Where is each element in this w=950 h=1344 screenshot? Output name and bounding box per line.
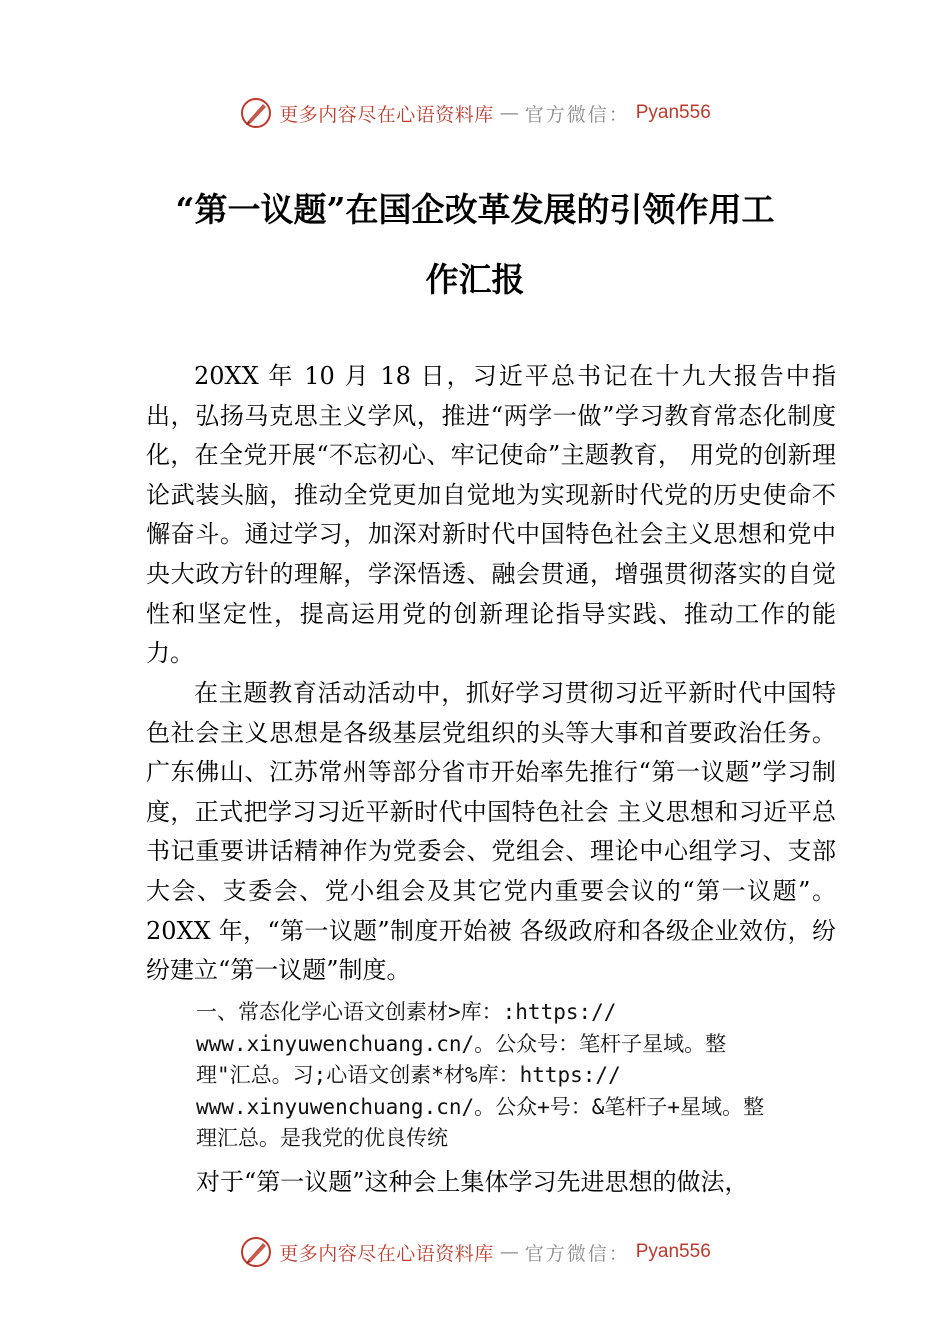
heading-line: 理汇总。是我党的优良传统 (196, 1126, 448, 1151)
section-heading-block (196, 997, 836, 1155)
document-title-line2: 作汇报 (425, 260, 525, 299)
watermark-site-text: 更多内容尽在心语资料库 (279, 103, 494, 126)
watermark-footer (0, 1232, 950, 1272)
watermark-dash: — (499, 102, 519, 124)
body-paragraph-1: 20XX 年 10 月 18 日，习近平总书记在十九大报告中指出，弘扬马克思主义学风，推进“两学一做”学习教育常态化制度化，在全党开展“不忘初心、牢记使命”主题教育， 用党的创新理论武装头脑，推动全党更加自觉地为实现新时代党的历史使命不懈奋斗。通过学习，加深对新时代中国特色社会主义思想和党中央大政方针的理解，学深悟透、融会贯通，增强贯彻落实的自觉性和坚定性，提高运用党的创新理论指导实践、推动工作的能力。 (146, 362, 836, 668)
body-paragraph-2: 在主题教育活动活动中，抓好学习贯彻习近平新时代中国特色社会主义思想是各级基层党组织的头等大事和首要政治任务。广东佛山、江苏常州等部分省市开始率先推行“第一议题”学习制度，正式把学习习近平新时代中国特色社会 主义思想和习近平总书记重要讲话精神作为党委会、党组会、理论中心组学习、支部大会、支委会、党小组会及其它党内重要会议的“第一议题”。20XX 年，“第一议题”制度开始被 各级政府和各级企业效仿，纷纷建立“第一议题”制度。 (146, 679, 836, 985)
watermark-dash: — (499, 1241, 519, 1263)
watermark-site-text: 更多内容尽在心语资料库 (279, 1242, 494, 1265)
watermark-label: 官方微信： (524, 103, 630, 126)
watermark-wechat-id: Pyan556 (635, 1241, 711, 1262)
document-title-line1: “第一议题”在国企改革发展的引领作用工 (175, 190, 775, 229)
watermark-wechat-id: Pyan556 (635, 102, 711, 123)
pen-feather-logo-icon (239, 96, 273, 130)
heading-line: 一、常态化学心语文创素材>库：:https:// (196, 1000, 617, 1024)
heading-line: www.xinyuwenchuang.cn/。公众号：笔杆子星域。整 (196, 1031, 727, 1056)
heading-line: 理"汇总。习;心语文创素*材%库：https:// (196, 1063, 621, 1088)
heading-line: www.xinyuwenchuang.cn/。公众+号：&笔杆子+星域。整 (196, 1094, 765, 1119)
pen-feather-logo-icon (239, 1235, 273, 1269)
watermark-header (0, 93, 950, 133)
body-paragraph-3: 对于“第一议题”这种会上集体学习先进思想的做法， (196, 1168, 749, 1196)
watermark-label: 官方微信： (524, 1242, 630, 1265)
